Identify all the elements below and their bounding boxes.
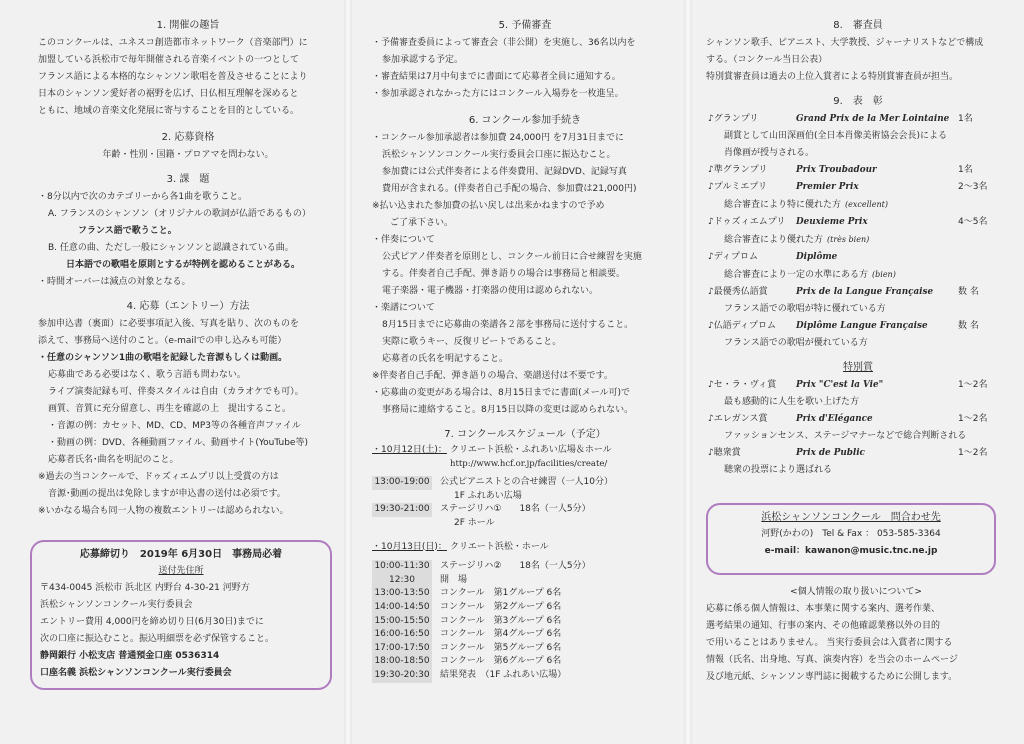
award-row [706, 445, 1010, 462]
deadline-title: 応募締切り 2019年 6月30日 事務局必着 [79, 549, 283, 560]
paragraph-line: ライブ演奏記録も可、伴奏スタイルは自由（カラオケでも可）。 [48, 387, 304, 397]
fee-line: エントリー費用 4,000円を締め切り日(6月30日)までに [40, 617, 264, 627]
award-row [706, 179, 1010, 196]
schedule-date: ・10月13日(日)： [372, 541, 447, 552]
special-awards-list [706, 377, 1010, 479]
schedule-time [372, 490, 432, 504]
account-holder: 口座名義 浜松シャンソンコンクール実行委員会 [40, 668, 232, 678]
paragraph-line: シャンソン歌手、ピアニスト、大学教授、ジャーナリストなどで構成 [706, 38, 984, 48]
award-name-fr: Prix d'Elégance [796, 414, 873, 424]
paragraph-line: 日本のシャンソン愛好者の裾野を広げ、日仏相互理解を深めると [38, 89, 299, 99]
schedule-time: 13:00-19:00 [372, 476, 432, 490]
award-note-text: 副賞として山田深画伯(全日本肖像美術協会会長)による [724, 131, 948, 141]
deadline-box [30, 540, 332, 690]
privacy-section [706, 584, 1006, 686]
section-heading: 8. 審査員 [833, 20, 883, 31]
section-heading: 4. 応募（エントリー）方法 [126, 301, 250, 312]
schedule-time: 17:00-17:50 [372, 642, 432, 656]
section-heading: 9. 表 彰 [833, 96, 883, 107]
award-name-jp: ♪エレガンス賞 [708, 414, 768, 424]
award-name-jp: ♪準グランプリ [708, 165, 768, 175]
privacy-heading: <個人情報の取り扱いについて> [790, 587, 922, 597]
paragraph-line: ・参加承認されなかった方にはコンクール入場券を一枚進呈。 [372, 89, 624, 99]
column-middle [348, 0, 688, 744]
schedule-time: 12:30 [372, 574, 432, 588]
section-heading: 7. コンクールスケジュール（予定） [444, 429, 606, 440]
award-level: (excellent) [845, 200, 888, 209]
paragraph-line: 実際に歌うキー、反復リピートであること。 [382, 337, 562, 347]
paragraph-line: 浜松シャンソンコンクール実行委員会口座に振込むこと。 [382, 150, 616, 160]
schedule-row [372, 560, 678, 574]
schedule-row [372, 655, 678, 669]
schedule-time: 13:00-13:50 [372, 587, 432, 601]
paragraph-line: 応募者氏名･曲名を明記のこと。 [48, 455, 179, 465]
schedule-time: 19:30-21:00 [372, 503, 432, 517]
award-name-fr: Diplôme [796, 252, 838, 262]
award-count: 数 名 [958, 287, 979, 297]
award-note-text: 総合審査により特に優れた方 [724, 200, 842, 210]
paragraph-line: 音源･動画の提出は免除しますが申込書の送付は必須です。 [48, 489, 286, 499]
awards-list [706, 111, 1010, 352]
schedule-event: ステージリハ② 18名（一人5分） [440, 561, 591, 572]
paragraph-line: ※過去の当コンクールで、ドゥズィエムプリ以上受賞の方は [38, 472, 279, 482]
schedule-day1-list [372, 476, 678, 530]
award-row [706, 411, 1010, 428]
section-heading: 6. コンクール参加手続き [468, 115, 582, 126]
paragraph-line: 費用が含まれる。(伴奏者自己手配の場合、参加費は21,000円) [382, 184, 637, 194]
award-description [706, 145, 1010, 162]
bank-account: 静岡銀行 小松支店 普通預金口座 0536314 [40, 651, 220, 661]
award-count: 1〜2名 [958, 448, 988, 458]
award-note-text: 総合審査により一定の水準にある方 [724, 270, 869, 280]
schedule-event: コンクール 第3グループ 6名 [440, 615, 562, 626]
schedule-row [372, 503, 678, 517]
schedule-row [372, 601, 678, 615]
award-count: 1名 [958, 165, 973, 175]
paragraph-line: 及び地元紙、シャンソン専門誌に掲載するために公開します。 [706, 672, 958, 682]
award-name-fr: Premier Prix [796, 182, 859, 192]
paragraph-line: 特別賞審査員は過去の上位入賞者による特別賞審査員が担当。 [706, 72, 959, 82]
paragraph-line: 応募曲である必要はなく、歌う言語も問わない。 [48, 370, 246, 380]
schedule-row [372, 628, 678, 642]
award-count: 1名 [958, 114, 973, 124]
schedule-venue: クリエート浜松・ふれあい広場＆ホール [450, 445, 612, 455]
schedule-event: ステージリハ① 18名（一人5分） [440, 504, 591, 515]
award-note-text: フランス語での歌唱が優れている方 [724, 338, 868, 348]
address-label: 送付先住所 [158, 566, 204, 576]
award-name-jp: ♪グランプリ [708, 114, 759, 124]
paragraph-line: ・任意のシャンソン1曲の歌唱を記録した音源もしくは動画。 [38, 353, 288, 363]
paragraph-line: ※いかなる場合も同一人物の複数エントリーは認められない。 [38, 506, 289, 516]
contact-title: 浜松シャンソンコンクール 問合わせ先 [761, 512, 941, 523]
award-description [706, 266, 1010, 284]
paragraph-line: 情報（氏名、出身地、写真、演奏内容）を当会のホームページ [706, 655, 958, 665]
schedule-row [372, 517, 678, 531]
award-row [706, 249, 1010, 266]
award-name-fr: Diplôme Langue Française [796, 321, 928, 331]
schedule-event: 公式ピアニストとの合せ練習（一人10分） [440, 477, 614, 488]
award-level: (très bien) [827, 235, 870, 244]
paragraph-line: する。（コンクール当日公表） [706, 55, 828, 65]
award-count: 4〜5名 [958, 217, 988, 227]
award-name-fr: Prix de Public [796, 448, 865, 458]
award-name-jp: ♪最優秀仏語賞 [708, 287, 768, 297]
schedule-time: 10:00-11:30 [372, 560, 432, 574]
schedule-row [372, 615, 678, 629]
paragraph-line: ・コンクール参加承認者は参加費 24,000円 を7月31日までに [372, 133, 625, 143]
contact-phone: 河野(かわの) Tel & Fax ： 053-585-3364 [761, 529, 941, 539]
paragraph-line: ・楽譜について [372, 303, 435, 313]
award-name-fr: Grand Prix de la Mer Lointaine [796, 114, 950, 124]
paragraph-line: ・審査結果は7月中旬までに書面にて応募者全員に通知する。 [372, 72, 621, 82]
schedule-time: 15:00-15:50 [372, 615, 432, 629]
paragraph-line: ・応募曲の変更がある場合は、8月15日までに書面(メール可)で [372, 388, 631, 398]
section-heading: 3. 課 題 [166, 174, 210, 185]
award-description [706, 196, 1010, 214]
schedule-row [372, 476, 678, 490]
schedule-event: コンクール 第2グループ 6名 [440, 601, 562, 612]
paragraph-line: 応募者の氏名を明記すること。 [382, 354, 509, 364]
schedule-row [372, 490, 678, 504]
award-description [706, 128, 1010, 145]
award-description [706, 301, 1010, 318]
paragraph-line: 参加承認する予定。 [382, 55, 464, 65]
award-count: 2〜3名 [958, 182, 988, 192]
award-name-jp: ♪ディプロム [708, 252, 759, 262]
schedule-day2-list [372, 560, 678, 682]
schedule-row [372, 574, 678, 588]
schedule [372, 444, 678, 683]
schedule-row [372, 669, 678, 683]
schedule-venue: クリエート浜松・ホール [450, 541, 549, 552]
paragraph-line: ご了承下さい。 [390, 218, 454, 228]
paragraph-line: ・音源の例：カセット、MD、CD、MP3等の各種音声ファイル [48, 421, 301, 431]
paragraph-line: で用いることはありません。 当実行委員会は入賞者に関する [706, 638, 953, 648]
award-row [706, 214, 1010, 231]
paragraph-line: ともに、地域の音楽文化発展に寄与することを目的としている。 [38, 106, 300, 116]
schedule-day [372, 444, 678, 458]
paragraph-line: ・伴奏について [372, 235, 435, 245]
paragraph-line: 公式ピアノ伴奏者を原則とし、コンクール前日に合せ練習を実施 [382, 252, 642, 262]
paragraph-line: 選考結果の通知、行事の案内、その他確認業務以外の目的 [706, 621, 941, 631]
award-name-fr: Prix "C'est la Vie" [796, 380, 884, 390]
award-name-fr: Prix de la Langue Française [796, 287, 934, 297]
paragraph-line: B. 任意の曲、ただし一般にシャンソンと認識されている曲。 [48, 243, 294, 253]
award-row [706, 162, 1010, 179]
schedule-date: ・10月12日(土)： [372, 445, 447, 455]
award-name-jp: ♪ドゥズィエムプリ [708, 217, 786, 227]
award-name-jp: ♪聴衆賞 [708, 448, 741, 458]
award-note-text: ファッションセンス、ステージマナーなどで総合判断される [724, 431, 967, 441]
schedule-time: 14:00-14:50 [372, 601, 432, 615]
paragraph-line: 日本語での歌唱を原則とするが特例を認めることがある。 [66, 260, 301, 270]
paragraph-line: ・8分以内で次のカテゴリーから各1曲を歌うこと。 [38, 192, 248, 202]
award-name-fr: Prix Troubadour [796, 165, 877, 175]
contact-box [706, 503, 996, 575]
paragraph-line: A. フランスのシャンソン（オリジナルの歌詞が仏語であるもの） [48, 209, 311, 219]
venue-url-text: http://www.hcf.or.jp/facilities/create/ [450, 458, 608, 469]
section-heading: 2. 応募資格 [161, 132, 215, 143]
award-note-text: 聴衆の投票により選ばれる [724, 465, 833, 475]
award-row [706, 111, 1010, 128]
award-description [706, 428, 1010, 445]
schedule-time: 16:00-16:50 [372, 628, 432, 642]
schedule-event: コンクール 第1グループ 6名 [440, 588, 562, 599]
award-row [706, 284, 1010, 301]
paragraph-line: 8月15日までに応募曲の楽譜各２部を事務局に送付すること。 [382, 320, 634, 330]
paragraph-line: 参加申込書（裏面）に必要事項記入後、写真を貼り、次のものを [38, 319, 300, 329]
award-name-jp: ♪プルミエプリ [708, 182, 768, 192]
award-row [706, 377, 1010, 394]
award-count: 1〜2名 [958, 380, 988, 390]
paragraph-line: このコンクールは、ユネスコ創造都市ネットワーク（音楽部門）に [38, 38, 308, 48]
address-line: 〒434-0045 浜松市 浜北区 内野台 4-30-21 河野方 [40, 583, 250, 593]
paragraph-line: ・時間オーバーは減点の対象となる。 [38, 277, 191, 287]
schedule-time: 18:00-18:50 [372, 655, 432, 669]
award-count: 1〜2名 [958, 414, 988, 424]
schedule-day [372, 541, 678, 555]
schedule-event: 結果発表 （1F ふれあい広場） [440, 669, 567, 680]
schedule-time: 19:30-20:30 [372, 669, 432, 683]
award-count: 数 名 [958, 321, 979, 331]
award-description [706, 462, 1010, 479]
section-heading: 1. 開催の趣旨 [156, 20, 220, 31]
paragraph-line: 加盟している浜松市で毎年開催される音楽イベントの一つとして [38, 55, 300, 65]
schedule-event: 1F ふれあい広場 [454, 490, 522, 501]
paragraph-line: フランス語で歌うこと。 [78, 226, 177, 236]
award-name-fr: Deuxieme Prix [796, 217, 868, 227]
paragraph-line: ・予備審査委員によって審査会（非公開）を実施し、36名以内を [372, 38, 636, 48]
award-note-text: フランス語での歌唱が特に優れている方 [724, 304, 886, 314]
award-note-text: 総合審査により優れた方 [724, 235, 824, 245]
contact-email[interactable]: e-mail：kawanon@music.tnc.ne.jp [764, 546, 938, 556]
section-heading: 5. 予備審査 [498, 20, 552, 31]
schedule-event: コンクール 第6グループ 6名 [440, 656, 562, 667]
venue-url [372, 458, 678, 472]
award-name-jp: ♪仏語ディプロム [708, 321, 777, 331]
paragraph-line: ・動画の例：DVD、各種動画ファイル、動画サイト(YouTube等) [48, 438, 308, 448]
paragraph-line: 年齢・性別・国籍・プロアマを問わない。 [102, 150, 274, 160]
address-line: 浜松シャンソンコンクール実行委員会 [40, 600, 193, 610]
award-row [706, 318, 1010, 335]
award-description [706, 335, 1010, 352]
award-count [958, 249, 998, 266]
schedule-event: コンクール 第5グループ 6名 [440, 642, 562, 653]
award-name-jp: ♪セ・ラ・ヴィ賞 [708, 380, 777, 390]
schedule-row [372, 587, 678, 601]
paragraph-line: 応募に係る個人情報は、本事業に関する案内、選考作業、 [706, 604, 941, 614]
award-level: (bien) [872, 270, 896, 279]
schedule-event: 2F ホール [454, 517, 495, 528]
schedule-event: 開 場 [440, 574, 468, 585]
paragraph-line: ※払い込まれた参加費の払い戻しは出来かねますので予め [372, 201, 605, 211]
paragraph-line: ※伴奏者自己手配、弾き語りの場合、楽譜送付は不要です。 [372, 371, 613, 381]
fee-line: 次の口座に振込むこと。振込明細票を必ず保管すること。 [40, 634, 275, 644]
paragraph-line: 事務局に連絡すること。8月15日以降の変更は認められない。 [382, 405, 634, 415]
award-description [706, 231, 1010, 249]
schedule-row [372, 642, 678, 656]
schedule-time [372, 517, 432, 531]
special-awards-heading: 特別賞 [843, 362, 873, 373]
paragraph-line: 電子楽器・電子機器・打楽器の使用は認められない。 [382, 286, 599, 296]
column-right [688, 0, 1024, 744]
paragraph-line: フランス語による本格的なシャンソン歌唱を普及させることにより [38, 72, 308, 82]
paragraph-line: 参加費には公式伴奏者による伴奏費用、記録DVD、記録写真 [382, 167, 627, 177]
schedule-event: コンクール 第4グループ 6名 [440, 629, 562, 640]
paragraph-line: する。伴奏者自己手配、弾き語りの場合は事務局と相談要。 [382, 269, 626, 279]
award-note-text: 肖像画が授与される。 [724, 148, 815, 158]
paragraph-line: 画質、音質に充分留意し、再生を確認の上 提出すること。 [48, 404, 292, 414]
award-description [706, 394, 1010, 411]
paragraph-line: 添えて、事務局へ送付のこと。（e-mailでの申し込みも可能） [38, 336, 287, 346]
award-note-text: 最も感動的に人生を歌い上げた方 [724, 397, 860, 407]
